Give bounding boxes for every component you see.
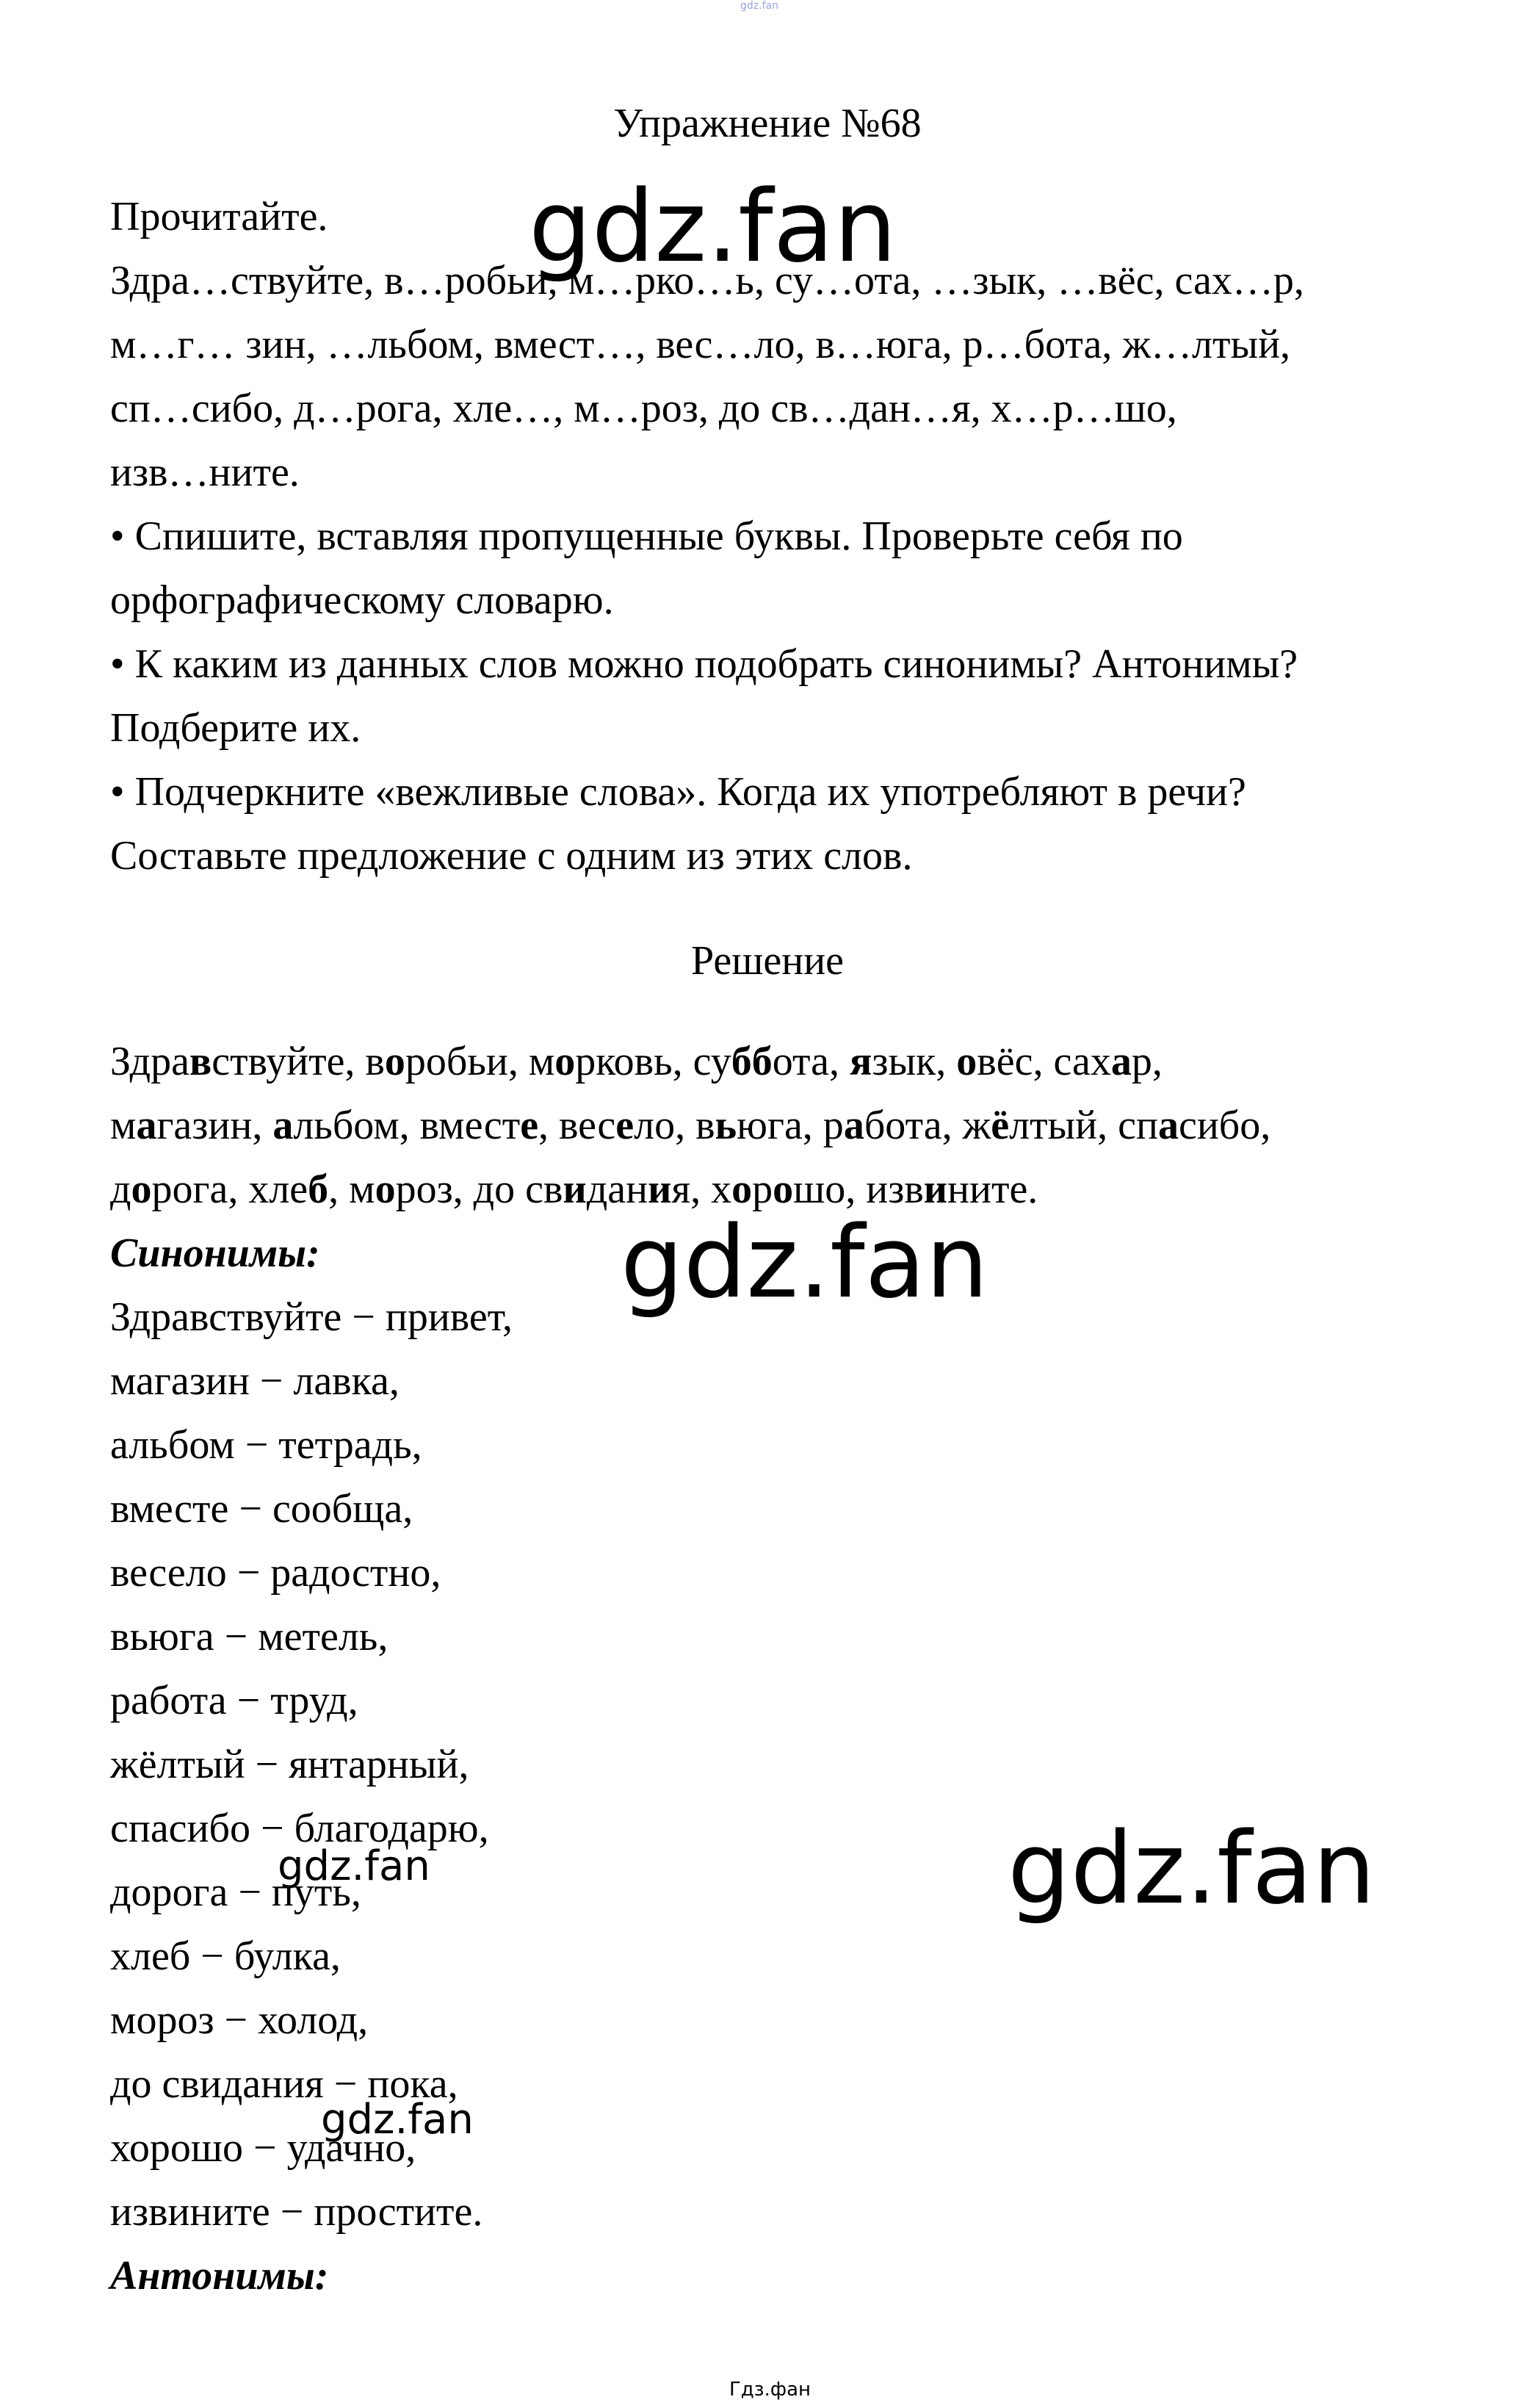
inserted-letter: о <box>554 1039 576 1084</box>
synonym-item: спасибо − благодарю, <box>110 1806 489 1851</box>
solution-text: Здра <box>110 1039 190 1084</box>
instruction-line: • Подчеркните «вежливые слова». Когда их употребляют в речи? <box>110 769 1246 815</box>
synonym-item: мороз − холод, <box>110 1997 369 2043</box>
instruction-line: орфографическому словарю. <box>110 577 614 623</box>
solution-text: льбом, вмест <box>293 1103 521 1148</box>
synonym-item: вместе − сообща, <box>110 1486 413 1532</box>
inserted-letter: е <box>615 1103 635 1148</box>
solution-line <box>110 1094 1505 1158</box>
synonym-item: магазин − лавка, <box>110 1358 400 1404</box>
solution-text: ствуйте, в <box>212 1039 385 1084</box>
synonym-item: извините − простите. <box>110 2189 483 2235</box>
inserted-letter: о <box>384 1039 405 1084</box>
solution-text: рога, хле <box>151 1167 308 1212</box>
solution-text: дан <box>586 1167 648 1212</box>
solution-text: ло, в <box>634 1103 715 1148</box>
inserted-letter: и <box>923 1167 948 1212</box>
synonym-item: жёлтый − янтарный, <box>110 1742 469 1787</box>
inserted-letter: а <box>1157 1103 1179 1148</box>
solution-text: шо, изв <box>793 1167 924 1212</box>
solution-text: , вес <box>538 1103 616 1148</box>
solution-text: сибо, <box>1178 1103 1271 1148</box>
solution-text: лтый, сп <box>1009 1103 1158 1148</box>
task-block <box>110 185 1505 888</box>
inserted-letter: и <box>648 1167 672 1212</box>
solution-text: ота, <box>772 1039 850 1084</box>
exercise-title: Упражнение №68 <box>613 101 922 146</box>
solution-text: зык, <box>872 1039 957 1084</box>
instruction-line: Подберите их. <box>110 705 361 751</box>
inserted-letter: ь <box>715 1103 737 1148</box>
antonyms-label: Антонимы: <box>110 2253 329 2299</box>
watermark: gdz.fan <box>529 169 897 284</box>
solution-heading: Решение <box>690 938 845 984</box>
solution-text: газин, <box>156 1103 273 1148</box>
synonym-item: хорошо − удачно, <box>110 2125 416 2171</box>
solution-text: робьи, м <box>405 1039 555 1084</box>
inserted-letter: бб <box>731 1039 773 1084</box>
solution-text: рковь, су <box>575 1039 731 1084</box>
synonym-item: Здравствуйте − привет, <box>110 1294 513 1340</box>
solution-text: р <box>752 1167 773 1212</box>
synonym-item: работа − труд, <box>110 1678 358 1723</box>
watermark: gdz.fan <box>278 1842 430 1890</box>
instruction-line: • К каким из данных слов можно подобрать синонимы? Антонимы? <box>110 641 1298 687</box>
instruction-line: • Спишите, вставляя пропущенные буквы. Проверьте себя по <box>110 513 1183 559</box>
watermark: gdz.fan <box>1008 1811 1375 1926</box>
solution-text: роз, до св <box>395 1167 563 1212</box>
task-words-line: м…г… зин, …льбом, вмест…, вес…ло, в…юга, р…бота, ж…лтый, <box>110 322 1291 367</box>
solution-text: бота, ж <box>864 1103 991 1148</box>
inserted-letter: ё <box>991 1103 1010 1148</box>
inserted-letter: и <box>563 1167 587 1212</box>
inserted-letter: о <box>375 1167 396 1212</box>
inserted-letter: в <box>189 1039 212 1084</box>
watermark: gdz.fan <box>621 1205 988 1320</box>
inserted-letter: о <box>731 1167 753 1212</box>
solution-text: юга, р <box>737 1103 844 1148</box>
synonym-item: хлеб − булка, <box>110 1933 341 1979</box>
solution-text: я, х <box>671 1167 732 1212</box>
inserted-letter: а <box>272 1103 294 1148</box>
top-watermark: gdz.fan <box>740 0 778 12</box>
inserted-letter: а <box>843 1103 864 1148</box>
synonym-item: вьюга − метель, <box>110 1614 388 1659</box>
task-intro: Прочитайте. <box>110 194 328 239</box>
solution-text: ните. <box>947 1167 1038 1212</box>
inserted-letter: а <box>1110 1039 1132 1084</box>
synonym-item: дорога − путь, <box>110 1870 361 1915</box>
watermark: gdz.fan <box>321 2096 474 2144</box>
footer-label: Гдз.фан <box>729 2379 811 2401</box>
synonym-item: альбом − тетрадь, <box>110 1422 422 1468</box>
instruction-line: Составьте предложение с одним из этих слов. <box>110 833 913 879</box>
synonym-item: до свидания − пока, <box>110 2061 458 2107</box>
synonyms-label: Синонимы: <box>110 1230 320 1276</box>
synonym-item: весело − радостно, <box>110 1550 441 1596</box>
inserted-letter: я <box>850 1039 872 1084</box>
solution-line <box>110 1030 1505 1094</box>
solution-text: вёс, сах <box>977 1039 1111 1084</box>
solution-text: , м <box>328 1167 375 1212</box>
solution-text: р, <box>1131 1039 1163 1084</box>
solution-text: м <box>110 1103 137 1148</box>
inserted-letter: б <box>308 1167 329 1212</box>
task-words-line: изв…ните. <box>110 450 300 495</box>
solution-text: д <box>110 1167 131 1212</box>
inserted-letter: о <box>131 1167 152 1212</box>
inserted-letter: е <box>520 1103 539 1148</box>
task-words-line: Здра…ствуйте, в…робьи, м…рко…ь, су…ота, …зык, …вёс, сах…р, <box>110 258 1304 303</box>
inserted-letter: о <box>773 1167 794 1212</box>
inserted-letter: о <box>956 1039 977 1084</box>
task-words-line: сп…сибо, д…рога, хле…, м…роз, до св…дан…я, х…р…шо, <box>110 386 1177 431</box>
inserted-letter: а <box>136 1103 157 1148</box>
